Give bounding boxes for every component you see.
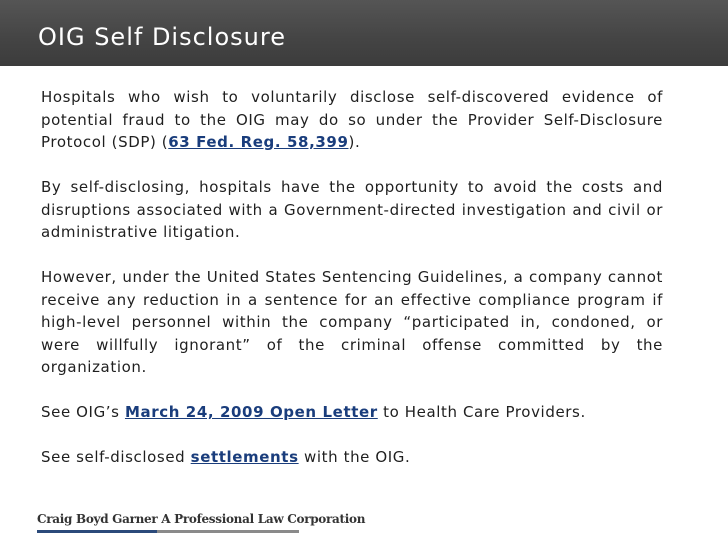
footer-rule: [37, 530, 299, 533]
open-letter-link[interactable]: March 24, 2009 Open Letter: [124, 403, 378, 421]
footer-rule-primary: [37, 530, 157, 533]
paragraph-sdp-text-after: ).: [348, 133, 361, 151]
paragraph-sentencing-guidelines: However, under the United States Sentencing Guidelines, a company cannot receive any reduction in a sentence for an effective compliance program if high-level personnel within the company “participated in, condoned, or were willfully ignorant” of the criminal offense committed by the organization.: [41, 268, 663, 376]
slide-title: OIG Self Disclosure: [38, 23, 286, 51]
paragraph-open-letter-text-before: See OIG’s: [41, 403, 125, 421]
paragraph-settlements: [41, 446, 663, 469]
paragraph-sdp-text-before: Hospitals who wish to voluntarily disclose self-discovered evidence of potential fraud to the OIG may do so under the Provider Self-Disclosure Protocol (SDP) (: [41, 88, 663, 151]
title-bar: [0, 0, 728, 66]
paragraph-sdp: [41, 86, 663, 154]
paragraph-benefits: By self-disclosing, hospitals have the opportunity to avoid the costs and disruptions associated with a Government-directed investigation and civil or administrative litigation.: [41, 178, 663, 241]
paragraph-settlements-text-before: See self-disclosed: [41, 448, 191, 466]
paragraph-settlements-text-after: with the OIG.: [298, 448, 411, 466]
footer-brand-logo: Craig Boyd Garner A Professional Law Corporation: [37, 512, 366, 526]
footer-rule-secondary: [157, 530, 299, 533]
paragraph-open-letter-text-after: to Health Care Providers.: [377, 403, 586, 421]
slide-body: [41, 86, 663, 491]
fed-reg-link[interactable]: 63 Fed. Reg. 58,399: [168, 133, 349, 151]
settlements-link[interactable]: settlements: [190, 448, 299, 466]
paragraph-open-letter: [41, 401, 663, 424]
